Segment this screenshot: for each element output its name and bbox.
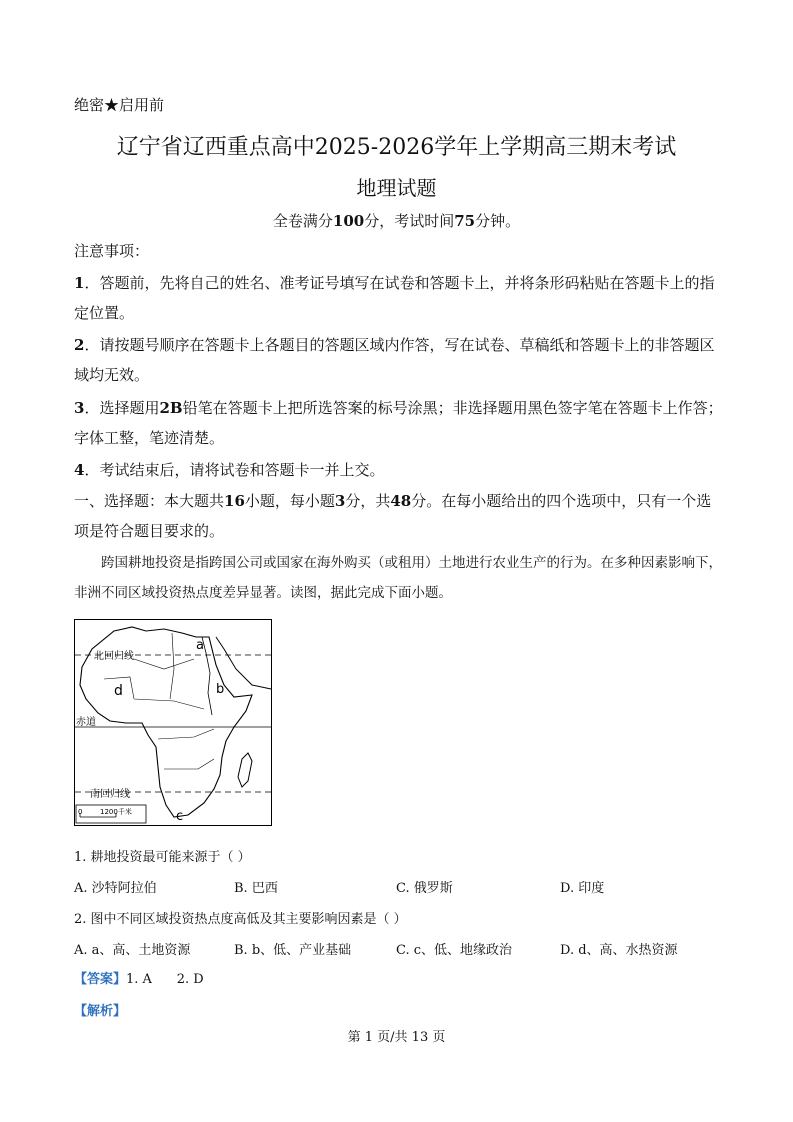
- africa-map: [74, 619, 272, 826]
- section-heading: 一、选择题：本大题共16小题，每小题3分，共48分。在每小题给出的四个选项中，只有一个选项是符合题目要求的。: [74, 492, 712, 540]
- question-1-option-a: A. 沙特阿拉伯: [74, 881, 157, 896]
- question-intro: 跨国耕地投资是指跨国公司或国家在海外购买（或租用）土地进行农业生产的行为。在多种因素影响下，非洲不同区域投资热点度差异显著。读图，据此完成下面小题。: [74, 555, 722, 601]
- equator-label: 赤道: [76, 717, 96, 728]
- note-item: 1．答题前，先将自己的姓名、准考证号填写在试卷和答题卡上，并将条形码粘贴在答题卡上的指定位置。: [74, 274, 715, 322]
- notes-heading: 注意事项：: [74, 242, 150, 260]
- scale-zero: 0: [78, 808, 83, 816]
- question-1-option-c: C. 俄罗斯: [396, 881, 453, 896]
- question-1-option-d: D. 印度: [560, 881, 605, 896]
- label-b: b: [216, 682, 225, 697]
- question-2-option-d: D. d、高、水热资源: [560, 943, 678, 958]
- exam-title: 辽宁省辽西重点高中2025-2026学年上学期高三期末考试: [116, 135, 677, 160]
- note-item: 3．选择题用2B铅笔在答题卡上把所选答案的标号涂黑；非选择题用黑色签字笔在答题卡上作答；字体工整，笔迹清楚。: [74, 399, 723, 447]
- question-2-option-a: A. a、高、土地资源: [74, 943, 191, 958]
- label-a: a: [196, 638, 204, 653]
- question-2-option-c: C. c、低、地缘政治: [396, 943, 513, 958]
- question-2-stem: 2. 图中不同区域投资热点度高低及其主要影响因素是（ ）: [74, 912, 407, 927]
- question-1-stem: 1. 耕地投资最可能来源于（ ）: [74, 850, 251, 865]
- answer-line: [74, 968, 204, 987]
- label-c: c: [176, 809, 184, 824]
- label-d: d: [114, 683, 123, 699]
- note-item: 2．请按题号顺序在答题卡上各题目的答题区域内作答，写在试卷、草稿纸和答题卡上的非答题区域均无效。: [74, 336, 715, 384]
- exam-info: 全卷满分100分，考试时间75分钟。: [272, 212, 521, 230]
- question-1-option-b: B. 巴西: [234, 881, 278, 896]
- scale-label: 1200千米: [100, 808, 132, 816]
- note-item: 4．考试结束后，请将试卷和答题卡一并上交。: [74, 461, 385, 479]
- question-2-option-b: B. b、低、产业基础: [234, 943, 352, 958]
- page-footer: 第 1 页/共 13 页: [347, 1030, 446, 1045]
- answer-tag: 【答案】: [74, 972, 127, 987]
- answer-text: 1. A 2. D: [126, 972, 204, 987]
- tropic-capricorn-label: 南回归线: [90, 789, 130, 800]
- tropic-cancer-label: 北回归线: [94, 651, 134, 662]
- secret-label: 绝密★启用前: [74, 96, 165, 114]
- analysis-tag: 【解析】: [74, 1004, 127, 1019]
- exam-subtitle: 地理试题: [356, 176, 437, 200]
